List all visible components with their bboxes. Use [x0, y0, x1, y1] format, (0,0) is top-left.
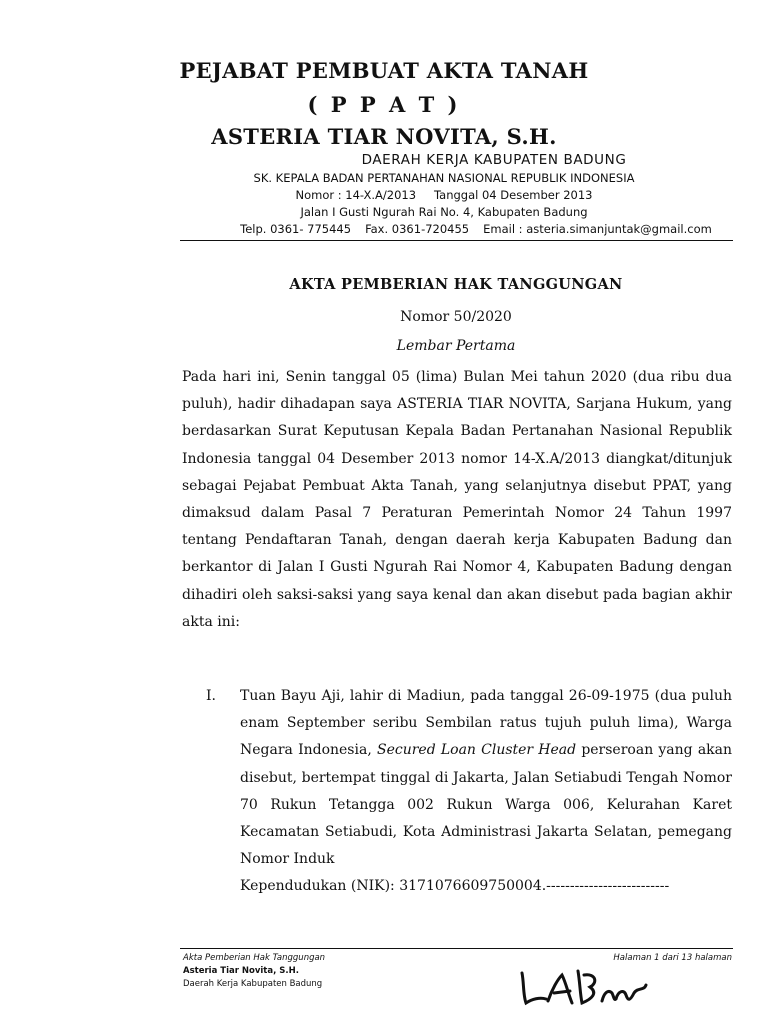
- letterhead-work-area: DAERAH KERJA KABUPATEN BADUNG: [361, 152, 627, 168]
- party-nik-line: Kependudukan (NIK): 3171076609750004.--------------------------: [240, 878, 670, 895]
- letterhead-name: ASTERIA TIAR NOVITA, S.H.: [211, 124, 557, 149]
- deed-sheet: Lembar Pertama: [396, 338, 516, 354]
- party-text: [240, 683, 732, 901]
- decree-date: Tanggal 04 Desember 2013: [434, 188, 593, 202]
- party-role: Secured Loan Cluster Head: [376, 742, 577, 759]
- letterhead-decree: SK. KEPALA BADAN PERTANAHAN NASIONAL REPUBLIK INDONESIA: [253, 171, 635, 185]
- party-item: [182, 683, 732, 901]
- footer-document-title: Akta Pemberian Hak Tanggungan: [183, 953, 326, 963]
- letterhead-title: PEJABAT PEMBUAT AKTA TANAH: [179, 58, 589, 83]
- letterhead-decree-line: [60, 188, 768, 202]
- letterhead-abbreviation: ( P P A T ): [307, 92, 461, 117]
- footer-page-number: Halaman 1 dari 13 halaman: [613, 953, 732, 963]
- deed-title: AKTA PEMBERIAN HAK TANGGUNGAN: [289, 276, 623, 293]
- footer-area: Daerah Kerja Kabupaten Badung: [183, 979, 323, 989]
- handwritten-signature-icon: [518, 963, 658, 1009]
- party-text-after-role: perseroan yang akan disebut, bertempat tinggal di Jakarta, Jalan Setiabudi Tengah Nomor 70 Rukun Tetangga 002 Rukun Warga 006, Kelurahan Karet Kecamatan Setiabudi, Kota Administrasi Jakarta Selatan, pemegang Nomor Induk: [240, 742, 733, 868]
- email: Email : asteria.simanjuntak@gmail.com: [483, 222, 712, 236]
- party-numeral: I.: [206, 688, 216, 704]
- fax: Fax. 0361-720455: [365, 222, 470, 236]
- letterhead-contact: [92, 222, 768, 236]
- footer-name: Asteria Tiar Novita, S.H.: [183, 966, 299, 976]
- decree-number: Nomor : 14-X.A/2013: [295, 188, 417, 202]
- deed-number: Nomor 50/2020: [400, 309, 512, 325]
- letterhead-divider: [180, 240, 733, 241]
- opening-paragraph: Pada hari ini, Senin tanggal 05 (lima) Bulan Mei tahun 2020 (dua ribu dua puluh), hadir dihadapan saya ASTERIA TIAR NOVITA, Sarjana Hukum, yang berdasarkan Surat Keputusan Kepala Badan Pertanahan Nasional Republik Indonesia tanggal 04 Desember 2013 nomor 14-X.A/2013 diangkat/ditunjuk sebagai Pejabat Pembuat Akta Tanah, yang selanjutnya disebut PPAT, yang dimaksud dalam Pasal 7 Peraturan Pemerintah Nomor 24 Tahun 1997 tentang Pendaftaran Tanah, dengan daerah kerja Kabupaten Badung dan berkantor di Jalan I Gusti Ngurah Rai Nomor 4, Kabupaten Badung dengan dihadiri oleh saksi-saksi yang saya kenal dan akan disebut pada bagian akhir akta ini:: [182, 369, 732, 630]
- party-text-before-role: Tuan Bayu Aji, lahir di Madiun, pada tanggal 26-09-1975 (dua puluh enam September seribu Sembilan ratus tujuh puluh lima), Warga Negara Indonesia,: [240, 688, 732, 759]
- footer-divider: [180, 948, 733, 949]
- letterhead-address: Jalan I Gusti Ngurah Rai No. 4, Kabupaten Badung: [300, 205, 588, 219]
- phone: Telp. 0361- 775445: [240, 222, 352, 236]
